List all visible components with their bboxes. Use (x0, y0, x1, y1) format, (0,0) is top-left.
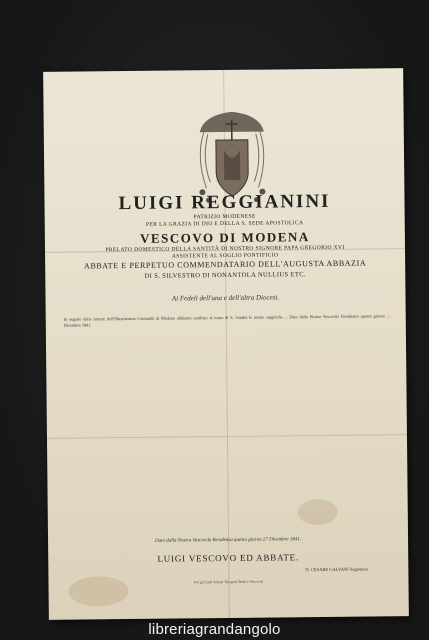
printer-imprint: Per gli Eredi Soliani Tipografi Reali e Vescovili (194, 579, 263, 585)
greeting-line: Ai Fedeli dell'una e dell'altra Diocesi. (171, 293, 280, 303)
bishop-signature: LUIGI VESCOVO ED ABBATE. (157, 552, 300, 564)
edict-body-text: In seguito delle istanze dell'Illustrissima Comunità di Modena abbiamo umiliato al trono di S. Santità le nostre suppliche ... Dato dalla Nostra Vescovile Residenza questo giorno ... Dicembre 1841. (63, 313, 390, 328)
vescovo-heading: VESCOVO DI MODENA (139, 229, 310, 246)
prelate-line: PRELATO DOMESTICO DELLA SANTITÀ DI NOSTRO SIGNORE PAPA GREGORIO XVI (105, 244, 345, 254)
subtitle-grazia: PER LA GRAZIA DI DIO E DELLA S. SEDE APOSTOLICA (145, 220, 304, 228)
document-sheet (43, 68, 409, 620)
date-line: Dato dalla Nostra Vescovile Residenza questo giorno 27 Dicembre 1841. (154, 537, 302, 544)
abbate-heading: ABBATE E PERPETUO COMMENDATARIO DELL'AUGUSTA ABBAZIA (83, 258, 367, 271)
seller-watermark: libreriagrandangolo (148, 621, 281, 638)
assistant-line: ASSISTENTE AL SOGLIO PONTIFICIO (171, 252, 279, 260)
abbazia-line: DI S. SILVESTRO DI NONANTOLA NULLIUS ETC. (144, 271, 307, 280)
subtitle-patrizio: PATRIZIO MODENESE (193, 213, 256, 221)
secretary-line: D. CESARE GALVANI Segretario (305, 566, 369, 573)
foxing-stain (298, 499, 338, 525)
issuer-name-heading: LUIGI REGGIANINI (118, 190, 331, 215)
